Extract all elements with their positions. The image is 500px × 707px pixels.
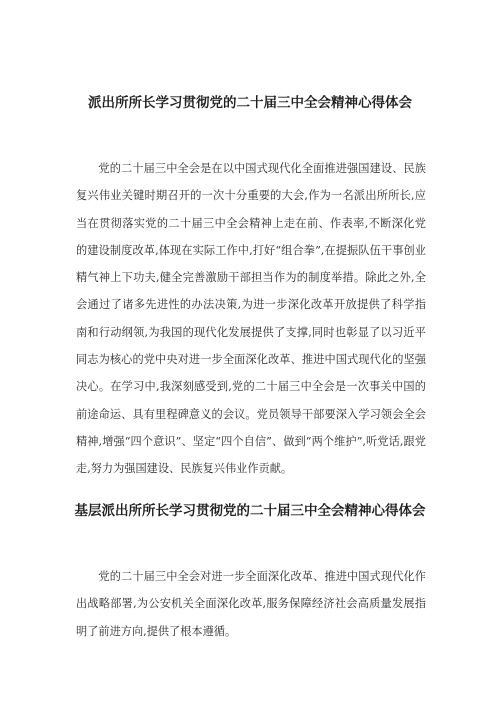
article-paragraph-2: 党的二十届三中全会对进一步全面深化改革、推进中国式现代化作出战略部署,为公安机关全面深化改革,服务保障经济社会高质量发展指明了前进方向,提供了根本遵循。 [76,570,426,638]
article-title-2: 基层派出所所长学习贯彻党的二十届三中全会精神心得体会 [74,503,426,519]
article-title-1: 派出所所长学习贯彻党的二十届三中全会精神心得体会 [88,95,412,111]
article-paragraph-1: 党的二十届三中全会是在以中国式现代化全面推进强国建设、民族复兴伟业关键时期召开的一次十分重要的大会,作为一名派出所所长,应当在贯彻落实党的二十届三中全会精神上走在前、作表率,不断深化党的建设制度改革,体现在实际工作中,打好“组合拳”,在提振队伍干事创业精气神上下功夫,健全完善激励干部担当作为的制度举措。除此之外,全会通过了诸多先进性的办法决策,为进一步深化改革开放提供了科学指南和行动纲领,为我国的现代化发展提供了支撑,同时也彰显了以习近平同志为核心的党中央对进一步全面深化改革、推进中国式现代化的坚强决心。在学习中,我深刻感受到,党的二十届三中全会是一次事关中国的前途命运、具有里程碑意义的会议。党员领导干部要深入学习领会全会精神,增强“四个意识”、坚定“四个自信”、做到“两个维护”,听党话,跟党走,努力为强国建设、民族复兴伟业作贡献。 [76,162,426,476]
